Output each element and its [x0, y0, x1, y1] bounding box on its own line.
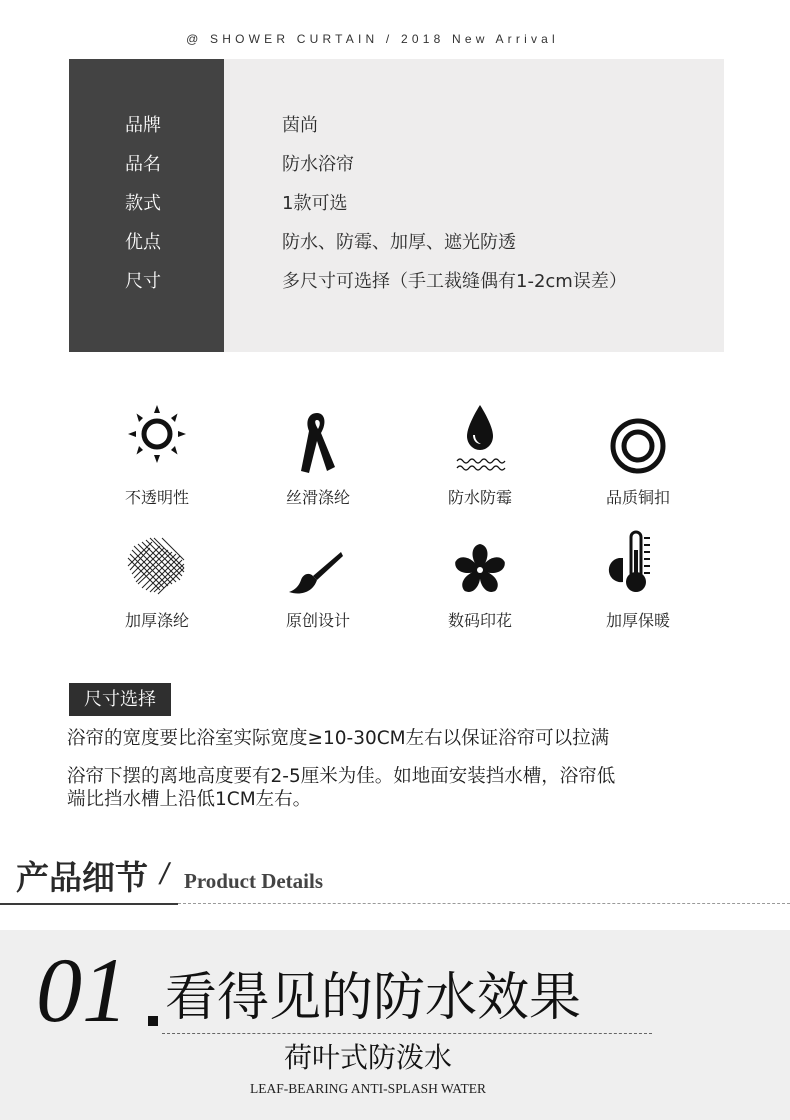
- spec-value: 防水浴帘: [282, 154, 354, 175]
- feature-label: 不透明性: [124, 488, 189, 507]
- size-note-height: 浴帘下摆的离地高度要有2-5厘米为佳。如地面安装挡水槽，浴帘低: [67, 766, 616, 787]
- feature-label: 品质铜扣: [605, 488, 670, 507]
- details-title-cn: 产品细节: [16, 858, 148, 897]
- spec-row-size: [69, 267, 724, 293]
- spec-key: 优点: [125, 232, 161, 253]
- spec-row-style: [69, 189, 724, 215]
- spec-row-name: [69, 150, 724, 176]
- feature-number-dot: [148, 1016, 158, 1026]
- size-note-width: 浴帘的宽度要比浴室实际宽度≥10-30CM左右以保证浴帘可以拉满: [67, 728, 610, 749]
- thermometer-icon: [603, 528, 673, 598]
- spec-panel: [69, 59, 724, 352]
- feature-thick-warm: [568, 528, 708, 648]
- ring-icon: [603, 405, 673, 475]
- details-title-en: Product Details: [184, 869, 324, 893]
- spec-value: 多尺寸可选择（手工裁缝偶有1-2cm误差）: [282, 271, 627, 292]
- sun-icon: [122, 405, 192, 475]
- feature-label: 丝滑涤纶: [285, 488, 350, 507]
- water-drop-icon: [445, 405, 515, 475]
- feature-digital-print: [410, 528, 550, 648]
- spec-value: 1款可选: [282, 193, 348, 214]
- feature-waterproof: [410, 405, 550, 525]
- feature-opacity: [87, 405, 227, 525]
- spec-key: 尺寸: [125, 271, 161, 292]
- feature-label: 加厚涤纶: [124, 611, 189, 630]
- details-slash: /: [157, 856, 172, 892]
- spec-key: 款式: [125, 193, 161, 214]
- spec-value: 防水、防霉、加厚、遮光防透: [282, 232, 516, 253]
- feature-silky-polyester: [248, 405, 388, 525]
- mesh-icon: [122, 528, 192, 598]
- feature-thick-polyester: [87, 528, 227, 648]
- spec-row-advantages: [69, 228, 724, 254]
- feature-headline: 看得见的防水效果: [165, 968, 582, 1028]
- details-underline: [0, 903, 178, 905]
- feature-number: 01: [36, 939, 128, 1041]
- details-dashed-rule: [178, 903, 790, 904]
- spec-row-brand: [69, 111, 724, 137]
- feature-label: 数码印花: [447, 611, 512, 630]
- feature-label: 防水防霉: [447, 488, 512, 507]
- header-tagline: @ SHOWER CURTAIN / 2018 New Arrival: [186, 32, 559, 46]
- feature-copper-ring: [568, 405, 708, 525]
- feature-original-design: [248, 528, 388, 648]
- feature-label: 原创设计: [285, 611, 350, 630]
- flower-icon: [445, 528, 515, 598]
- spec-value: 茵尚: [282, 115, 318, 136]
- ribbon-icon: [283, 405, 353, 475]
- brush-icon: [283, 528, 353, 598]
- spec-key: 品名: [125, 154, 161, 175]
- feature-subtitle-en: LEAF-BEARING ANTI-SPLASH WATER: [249, 1081, 486, 1096]
- feature-subtitle: 荷叶式防泼水: [283, 1041, 452, 1074]
- headline-dashed-rule: [162, 1033, 652, 1034]
- spec-key: 品牌: [125, 115, 161, 136]
- feature-label: 加厚保暖: [605, 611, 670, 630]
- size-selection-badge: 尺寸选择: [69, 683, 171, 716]
- size-note-height-cont: 端比挡水槽上沿低1CM左右。: [67, 789, 312, 810]
